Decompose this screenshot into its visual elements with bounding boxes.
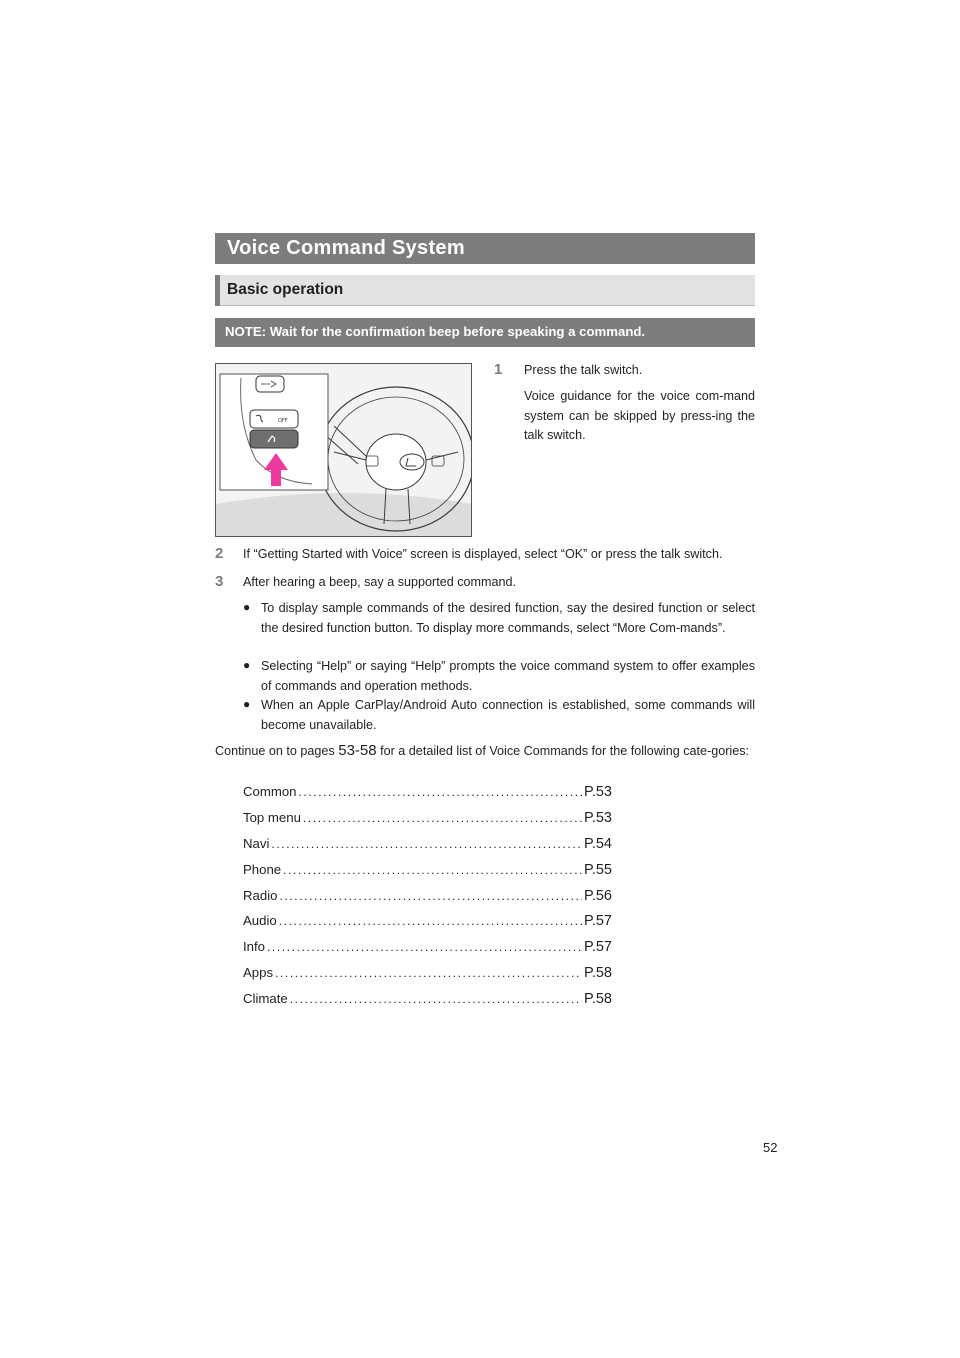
- step-number-1: 1: [494, 361, 503, 378]
- step-number-3: 3: [215, 573, 224, 590]
- step-1-subtext: Voice guidance for the voice com-mand system can be skipped by press-ing the talk switch.: [524, 389, 755, 442]
- step-3-text: After hearing a beep, say a supported command.: [243, 575, 517, 589]
- toc-item: Phone ..... P.55: [243, 862, 612, 882]
- title-bar: [215, 233, 755, 264]
- step-1-text: Press the talk switch.: [524, 363, 643, 377]
- bullet-icon: ●: [243, 600, 251, 614]
- note-text: NOTE: Wait for the confirmation beep before speaking a command.: [225, 324, 646, 339]
- toc-item: Navi ..... P.54: [243, 836, 612, 856]
- toc-item: Climate ..... P.58: [243, 991, 612, 1011]
- toc-item: Top menu ..... P.53: [243, 810, 612, 830]
- continue-text-before: Continue on to pages: [215, 744, 339, 758]
- steering-wheel-drawing: [216, 364, 472, 537]
- bullet-3-text: When an Apple CarPlay/Android Auto connection is established, some commands will become unavailable.: [261, 698, 755, 732]
- continue-paragraph: [215, 741, 755, 762]
- toc-item: Common ..... P.53: [243, 784, 612, 804]
- svg-text:OFF: OFF: [278, 418, 288, 424]
- section-accent: [215, 275, 220, 306]
- section-bar: [215, 275, 755, 306]
- note-bar: [215, 318, 755, 347]
- page-number: 52: [763, 1140, 778, 1155]
- step-number-2: 2: [215, 545, 224, 562]
- bullet-icon: ●: [243, 697, 251, 711]
- page-title: Voice Command System: [227, 237, 465, 259]
- bullet-1-text: To display sample commands of the desired function, say the desired function or select the desired function button. To display more commands, select “More Com-mands”.: [261, 601, 755, 635]
- continue-text-after: for a detailed list of Voice Commands for the following cate-gories:: [376, 744, 750, 758]
- toc-item: Audio ..... P.57: [243, 913, 612, 933]
- steering-wheel-illustration: [215, 363, 472, 537]
- toc-item: Info ..... P.57: [243, 939, 612, 959]
- bullet-icon: ●: [243, 658, 251, 672]
- section-heading: Basic operation: [227, 281, 344, 298]
- bullet-2-text: Selecting “Help” or saying “Help” prompts the voice command system to offer examples of commands and operation methods.: [261, 659, 755, 693]
- toc-item: Radio ..... P.56: [243, 888, 612, 908]
- toc-item: Apps ..... P.58: [243, 965, 612, 985]
- continue-pages: 53-58: [338, 742, 377, 759]
- step-2-text: If “Getting Started with Voice” screen is displayed, select “OK” or press the talk switch.: [243, 547, 723, 561]
